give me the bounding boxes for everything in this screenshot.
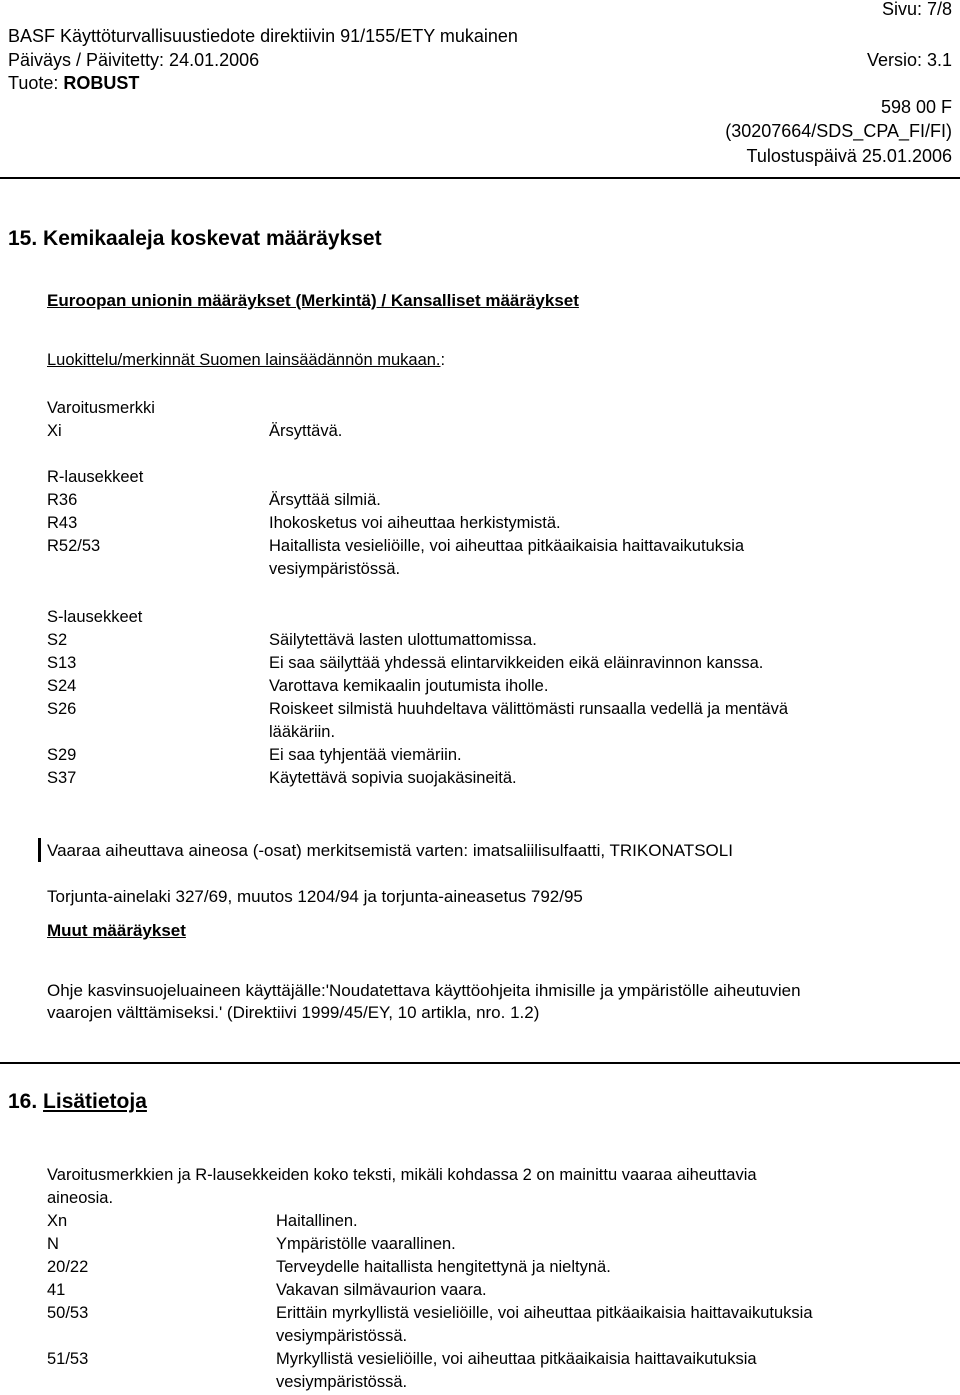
r-code: 41 — [47, 1281, 66, 1299]
product-label: Tuote: — [8, 73, 64, 93]
product-name: ROBUST — [63, 73, 140, 93]
eu-regulations-subheading: Euroopan unionin määräykset (Merkintä) / Kansalliset määräykset — [47, 291, 579, 310]
other-regulations-text-1: Ohje kasvinsuojeluaineen käyttäjälle:'Noudatettava käyttöohjeita ihmisille ja ympäristölle aiheutuvien — [47, 981, 801, 1000]
symbol-code: N — [47, 1235, 59, 1253]
s-phrase-codes — [47, 629, 76, 790]
r-code: 50/53 — [47, 1304, 89, 1322]
section-16-intro-1: Varoitusmerkkien ja R-lausekkeiden koko teksti, mikäli kohdassa 2 on mainittu vaaraa aiheuttavia — [47, 1166, 757, 1184]
r-phrases-label: R-lausekkeet — [47, 468, 144, 486]
s-phrase-code: S24 — [47, 677, 77, 695]
print-date: Tulostuspäivä 25.01.2006 — [746, 146, 952, 166]
s-phrase-text: Ei saa tyhjentää viemäriin. — [269, 746, 462, 764]
s-phrase-code: S2 — [47, 631, 68, 649]
revision-date: Päiväys / Päivitetty: 24.01.2006 — [8, 50, 260, 70]
r-text: Myrkyllistä vesieliöille, voi aiheuttaa pitkäaikaisia haittavaikutuksia — [276, 1350, 757, 1368]
s-phrase-text: Varottava kemikaalin joutumista iholle. — [269, 677, 549, 695]
change-bar — [38, 838, 41, 862]
symbol-text: Haitallinen. — [276, 1212, 358, 1230]
other-regulations-text-2: vaarojen välttämiseksi.' (Direktiivi 1999/45/EY, 10 artikla, nro. 1.2) — [47, 1003, 540, 1022]
section-16-intro-2: aineosia. — [47, 1189, 114, 1207]
section-divider — [0, 1062, 960, 1064]
s-phrase-text: Säilytettävä lasten ulottumattomissa. — [269, 631, 537, 649]
s-phrase-code: S37 — [47, 769, 77, 787]
document-title: BASF Käyttöturvallisuustiedote direktiivin 91/155/ETY mukainen — [8, 26, 518, 46]
sds-id: (30207664/SDS_CPA_FI/FI) — [725, 121, 952, 141]
s-phrase-texts — [269, 629, 788, 790]
s-phrase-text: Käytettävä sopivia suojakäsineitä. — [269, 769, 517, 787]
section-16-heading: 16. Lisätietoja — [8, 1090, 147, 1113]
section-15-heading: 15. Kemikaaleja koskevat määräykset — [8, 227, 382, 250]
r-phrase-code: R43 — [47, 514, 78, 532]
s-phrase-code: S13 — [47, 654, 77, 672]
r-phrase-text: Haitallista vesieliöille, voi aiheuttaa pitkäaikaisia haittavaikutuksia — [269, 537, 745, 555]
hazard-symbol-label: Varoitusmerkki — [47, 399, 155, 417]
s-phrases-label: S-lausekkeet — [47, 608, 143, 626]
r-text: Terveydelle haitallista hengitettynä ja nieltynä. — [276, 1258, 611, 1276]
s-phrase-code: S26 — [47, 700, 77, 718]
r-text: Vakavan silmävaurion vaara. — [276, 1281, 487, 1299]
symbol-code: Xn — [47, 1212, 68, 1230]
r-code: 20/22 — [47, 1258, 89, 1276]
hazard-symbol-text: Ärsyttävä. — [269, 422, 343, 440]
r-text-cont: vesiympäristössä. — [276, 1373, 408, 1391]
r-text: Erittäin myrkyllistä vesieliöille, voi aiheuttaa pitkäaikaisia haittavaikutuksia — [276, 1304, 813, 1322]
r-phrase-code: R36 — [47, 491, 78, 509]
version: Versio: 3.1 — [866, 50, 952, 70]
classification-label: Luokittelu/merkinnät Suomen lainsäädännön mukaan.: — [47, 351, 446, 369]
r-phrase-texts — [269, 489, 744, 581]
r-phrase-text: Ihokosketus voi aiheuttaa herkistymistä. — [269, 514, 561, 532]
product-code: 598 00 F — [880, 97, 952, 117]
section-16-codes — [47, 1210, 88, 1371]
header-divider — [0, 177, 960, 179]
r-text-cont: vesiympäristössä. — [276, 1327, 408, 1345]
r-phrase-text: Ärsyttää silmiä. — [269, 491, 381, 509]
hazard-symbol-code: Xi — [47, 422, 62, 440]
other-regulations-heading: Muut määräykset — [47, 921, 186, 940]
r-phrase-codes — [47, 489, 100, 558]
r-phrase-code: R52/53 — [47, 537, 101, 555]
s-phrase-text-cont: lääkäriin. — [269, 723, 336, 741]
s-phrase-code: S29 — [47, 746, 77, 764]
symbol-text: Ympäristölle vaarallinen. — [276, 1235, 456, 1253]
r-phrase-text-cont: vesiympäristössä. — [269, 560, 401, 578]
hazard-components: Vaaraa aiheuttava aineosa (-osat) merkitsemistä varten: imatsaliilisulfaatti, TRIKONATSOLI — [47, 841, 733, 860]
product-line — [8, 72, 139, 94]
s-phrase-text: Roiskeet silmistä huuhdeltava välittömästi runsaalla vedellä ja mentävä — [269, 700, 789, 718]
page-number: Sivu: 7/8 — [881, 0, 952, 19]
section-16-texts — [276, 1210, 813, 1394]
s-phrase-text: Ei saa säilyttää yhdessä elintarvikkeiden eikä eläinravinnon kanssa. — [269, 654, 764, 672]
r-code: 51/53 — [47, 1350, 89, 1368]
pesticide-law: Torjunta-ainelaki 327/69, muutos 1204/94 ja torjunta-aineasetus 792/95 — [47, 887, 583, 906]
